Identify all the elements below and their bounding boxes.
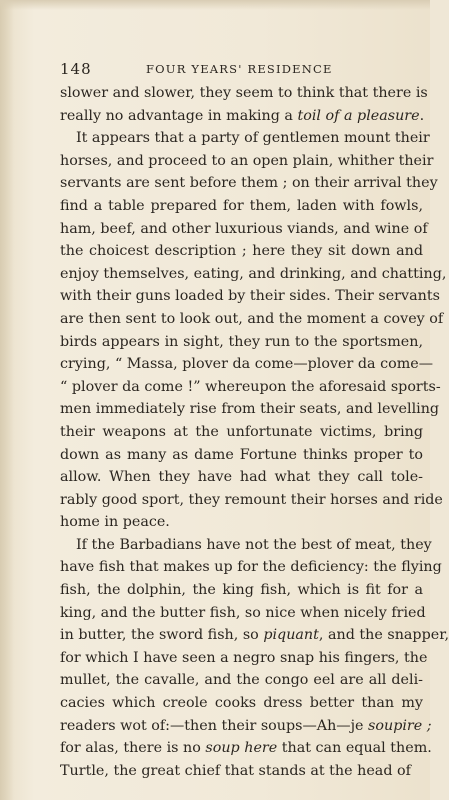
text-run: in butter, the sword fish, so [60,627,264,644]
italic-run: soup here [205,740,278,757]
text-line [60,240,423,263]
text-line [60,172,438,195]
text-line [60,421,423,444]
text-line [60,715,432,738]
text-line [60,444,423,467]
text-run: birds appears in sight, they run to the sportsmen, [60,333,423,350]
text-line [60,127,430,150]
text-run: cacies which creole cooks dress better than my [60,695,423,712]
text-run: that can equal them. [277,740,432,757]
text-run: find a table prepared for them, laden with fowls, [60,197,423,214]
text-run: horses, and proceed to an open plain, whither their [60,152,434,169]
text-line [60,150,434,173]
text-line [60,398,440,421]
text-line [60,195,423,218]
text-run: for which I have seen a negro snap his fingers, the [60,649,428,666]
italic-run: toil of a pleasure [297,107,420,124]
text-run: crying, “ Massa, plover da come—plover da come— [60,356,434,373]
text-run: slower and slower, they seem to think that there is [60,85,428,101]
text-line [60,466,423,489]
text-line [60,218,428,241]
text-line [60,353,434,376]
text-line [60,263,447,286]
text-run: It appears that a party of gentlemen mount their [76,130,430,147]
text-line [60,331,423,354]
text-run: readers wot of:—then their soups—Ah—je [60,717,369,734]
text-line [60,579,423,602]
body-text [60,82,449,782]
paragraph [60,534,449,783]
running-title: FOUR YEARS' RESIDENCE [146,62,333,76]
text-line [60,534,432,557]
page-gutter-shadow [0,0,14,800]
text-run: are then sent to look out, and the moment a covey of [60,310,444,327]
text-run: king, and the butter fish, so nice when nicely fried [60,604,426,621]
page-number: 148 [60,60,92,78]
text-run: their weapons at the unfortunate victims, bring [60,423,423,440]
text-run: allow. When they have had what they call tole- [60,469,423,486]
text-line [60,760,423,783]
text-run: for alas, there is no [60,740,206,757]
text-line [60,82,428,105]
text-run: If the Barbadians have not the best of meat, they [76,536,432,553]
text-line [60,692,423,715]
text-line [60,285,440,308]
italic-run: piquant [263,627,319,644]
text-line [60,624,449,647]
text-run: have fish that makes up for the deficiency: the flying [60,559,442,576]
running-head [60,60,400,80]
text-run: servants are sent before them ; on their arrival they [60,175,438,192]
text-run: . [419,107,425,124]
text-run: ham, beef, and other luxurious viands, and wine of [60,220,428,237]
text-run: the choicest description ; here they sit down and [60,243,423,260]
text-run: with their guns loaded by their sides. Their servants [60,288,440,305]
text-line [60,511,423,534]
text-run: “ plover da come !” whereupon the aforesaid sports- [60,378,441,395]
text-line [60,602,426,625]
text-run: really no advantage in making a [60,107,298,124]
text-run: mullet, the cavalle, and the congo eel are all deli- [60,672,423,689]
text-line [60,669,423,692]
text-run: , and the snapper, [318,627,449,644]
italic-run: soupire ; [368,717,432,734]
text-run: rably good sport, they remount their horses and ride [60,491,443,508]
text-line [60,376,441,399]
paragraph [60,127,447,534]
text-run: enjoy themselves, eating, and drinking, and chatting, [60,265,447,282]
text-run: down as many as dame Fortune thinks proper to [60,446,423,463]
text-line [60,489,443,512]
text-run: men immediately rise from their seats, and levelling [60,401,440,418]
text-line [60,105,423,128]
text-run: fish, the dolphin, the king fish, which is fit for a [60,582,423,599]
text-line [60,308,444,331]
text-run: Turtle, the great chief that stands at the head of [60,762,411,779]
paragraph [60,82,428,127]
text-line [60,647,428,670]
text-line [60,556,442,579]
text-line [60,737,432,760]
page-top-shadow [0,0,430,10]
text-run: home in peace. [60,514,170,531]
